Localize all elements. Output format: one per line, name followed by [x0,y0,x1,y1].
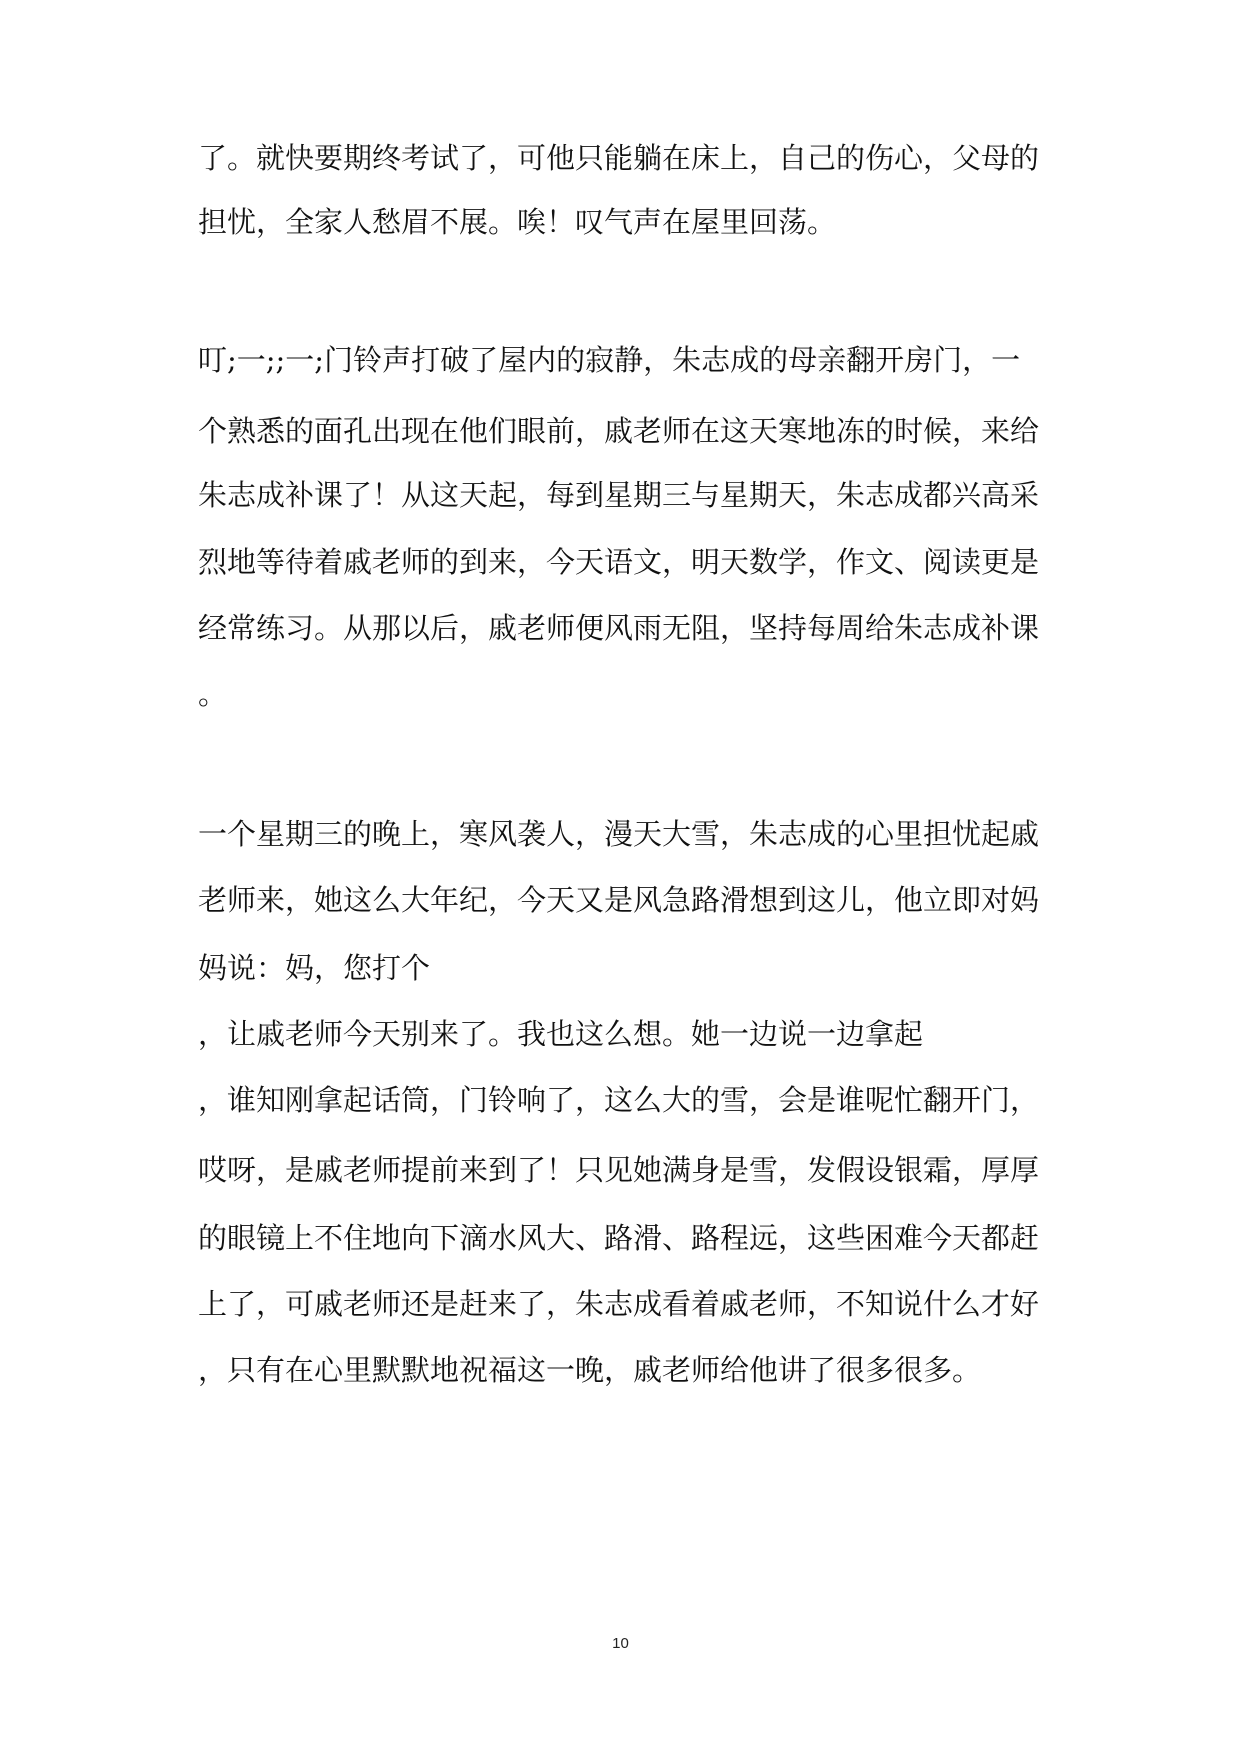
paragraph-line: ，只有在心里默默地祝福这一晚，戚老师给他讲了很多很多。 [198,1353,982,1387]
paragraph-line: 担忧，全家人愁眉不展。唉！叹气声在屋里回荡。 [198,205,837,239]
paragraph-line: 烈地等待着戚老师的到来，今天语文，明天数学，作文、阅读更是 [198,545,1040,579]
paragraph-line: 哎呀，是戚老师提前来到了！只见她满身是雪，发假设银霜，厚厚 [198,1153,1040,1187]
paragraph-line: 。 [198,677,228,711]
paragraph-line: 经常练习。从那以后，戚老师便风雨无阻，坚持每周给朱志成补课 [198,611,1040,645]
page-number: 10 [612,1635,629,1652]
paragraph-line: 一个星期三的晚上，寒风袭人，漫天大雪，朱志成的心里担忧起戚 [198,817,1040,851]
paragraph-line: 了。就快要期终考试了，可他只能躺在床上，自己的伤心，父母的 [198,141,1040,175]
paragraph-line: 妈说：妈，您打个 [198,951,431,985]
paragraph-line: 老师来，她这么大年纪，今天又是风急路滑想到这儿，他立即对妈 [198,883,1040,917]
paragraph-line: 叮;一;;一;门铃声打破了屋内的寂静，朱志成的母亲翻开房门，一 [198,343,1021,377]
paragraph-line: ，让戚老师今天别来了。我也这么想。她一边说一边拿起 [198,1017,924,1051]
paragraph-line: 朱志成补课了！从这天起，每到星期三与星期天，朱志成都兴高采 [198,478,1040,512]
paragraph-line: ，谁知刚拿起话筒，门铃响了，这么大的雪，会是谁呢忙翻开门， [198,1083,1040,1117]
paragraph-line: 上了，可戚老师还是赶来了，朱志成看着戚老师，不知说什么才好 [198,1287,1040,1321]
paragraph-line: 个熟悉的面孔出现在他们眼前，戚老师在这天寒地冻的时候，来给 [198,414,1040,448]
paragraph-line: 的眼镜上不住地向下滴水风大、路滑、路程远，这些困难今天都赶 [198,1221,1040,1255]
